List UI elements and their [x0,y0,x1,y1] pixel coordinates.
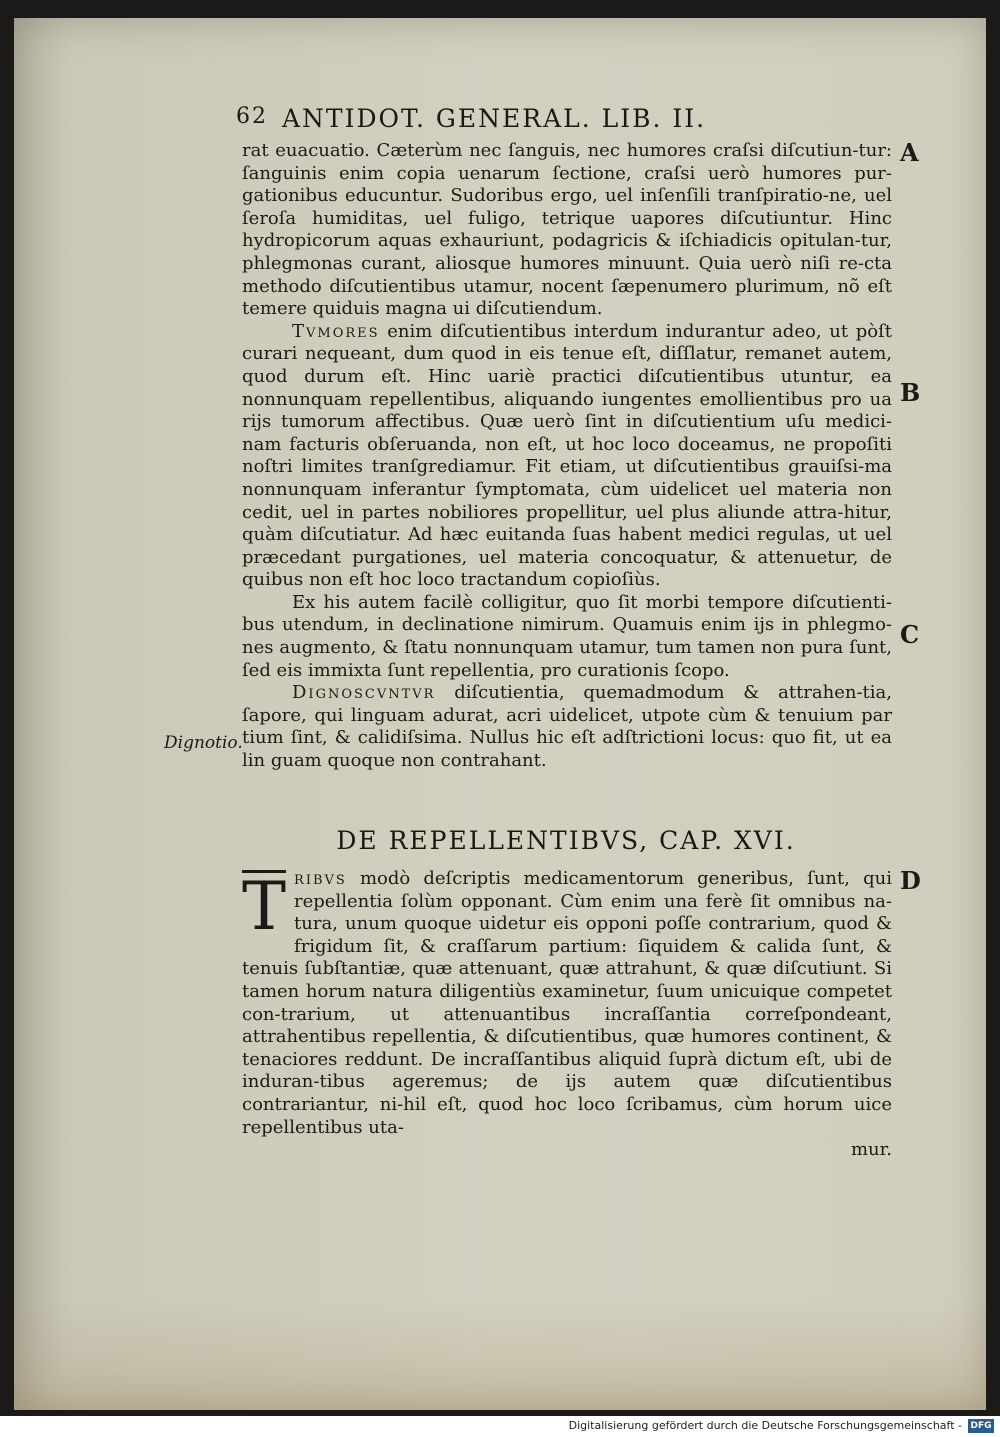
body-text-chapter [242,868,892,1162]
drop-cap: T [242,868,287,945]
paragraph-4 [242,682,892,772]
chapter-lead: ribvs [294,868,347,889]
chapter-paragraph [242,868,892,1139]
funding-notice: Digitalisierung gefördert durch die Deutsche Forschungsgemeinschaft - [568,1419,962,1432]
margin-letter-c: C [900,620,920,649]
margin-letter-d: D [900,866,921,895]
chapter-title: DE REPELLENTIBVS, CAP. XVI. [336,826,796,855]
footer-bar [0,1416,1000,1437]
paragraph-3: Ex his autem facilè colligitur, quo ſit morbi tempore diſcutienti-bus utendum, in declinatione nimirum. Quamuis enim ijs in phlegmo-nes augmento, & ſtatu nonnunquam utamur, tum tamen non pura ſunt, ſed eis immixta ſunt repellentia, pro curationis ſcopo. [242,591,892,681]
paragraph-4-lead: Dignoscvntvr [292,682,436,704]
dfg-logo-icon: DFG [968,1419,994,1433]
catchword: mur. [850,1139,892,1161]
paragraph-4-body: diſcutientia, quemadmodum & attrahen-tia, ſapore, qui linguam adurat, acri uidelicet, utpote cùm & tenuium par tium ſint, & calidiſsima. Nullus hic eſt adſtrictioni locus: quo fit, ut ea lin guam quoque non contrahant. [242,682,892,772]
page-number: 62 [236,104,268,129]
margin-letter-a: A [900,138,919,167]
body-text-upper [242,140,892,773]
marginal-note: Dignotio. [164,733,243,753]
paragraph-1: rat euacuatio. Cæterùm nec ſanguis, nec humores craſsi diſcutiun-tur: ſanguinis enim copia uenarum ſectione, craſsi uerò humores pur-gationibus educuntur. Sudoribus ergo, uel inſenſili tranſpiratio-ne, uel ſeroſa humiditas, uel fuligo, tetrique uapores diſcutiuntur. Hinc hydropicorum aquas exhauriunt, podagricis & iſchiadicis opitulan-tur, phlegmonas curant, aliosque humores minuunt. Quia uerò niſi re-cta methodo diſcutientibus utamur, nocent ſæpenumero plurimum, nõ eſt temere quiduis magna ui diſcutiendum. [242,140,892,320]
chapter-body: modò deſcriptis medicamentorum generibus, ſunt, qui repellentia ſolùm opponant. Cùm enim una ferè ſit omnibus na-tura, unum quoque uidetur eis opponi poſſe contrarium, quod & frigidum ſit, & craſſarum partium: ſiquidem & calida ſunt, & tenuis ſubſtantiæ, quæ attenuant, quæ attrahunt, & quæ diſcutiunt. Si tamen horum natura diligentiùs examinetur, ſuum unicuique competet con-trarium, ut attenuantibus incraſſantia correſpondeant, attrahentibus repellentia, & diſcutientibus, quæ humores continent, & tenaciores reddunt. De incraſſantibus aliquid ſuprà dictum eſt, ubi de induran-tibus ageremus; de ijs autem quæ diſcutientibus contrariantur, ni-hil eſt, quod hoc loco ſcribamus, cùm horum uice repellentibus uta- [242,868,892,1138]
paragraph-2-body: enim diſcutientibus interdum indurantur adeo, ut pòſt curari nequeant, dum quod in eis tenue eſt, diſſlatur, remanet autem, quod durum eſt. Hinc uariè practici diſcutientibus utuntur, ea nonnunquam repellentibus, aliquando iungentes emollientibus pro ua rijs tumorum affectibus. Quæ uerò ſint in diſcutientium uſu medici-nam facturis obſeruanda, non eſt, ut hoc loco doceamus, ne propoſiti noſtri limites tranſgrediamur. Fit etiam, ut diſcutientibus grauiſsi-ma nonnunquam inferantur ſymptomata, cùm uidelicet uel materia non cedit, uel in partes nobiliores propellitur, uel plus aliunde attra-hitur, quàm diſcutiatur. Ad hæc euitanda ſuas habent medici regulas, ut uel præcedant purgationes, uel materia concoquatur, & attenuetur, de quibus non eſt hoc loco tractandum copioſiùs. [242,320,892,591]
paragraph-2-lead: Tvmores [292,320,380,342]
margin-letter-b: B [900,378,921,407]
running-title: ANTIDOT. GENERAL. LIB. II. [282,104,707,133]
paragraph-2 [242,321,892,592]
